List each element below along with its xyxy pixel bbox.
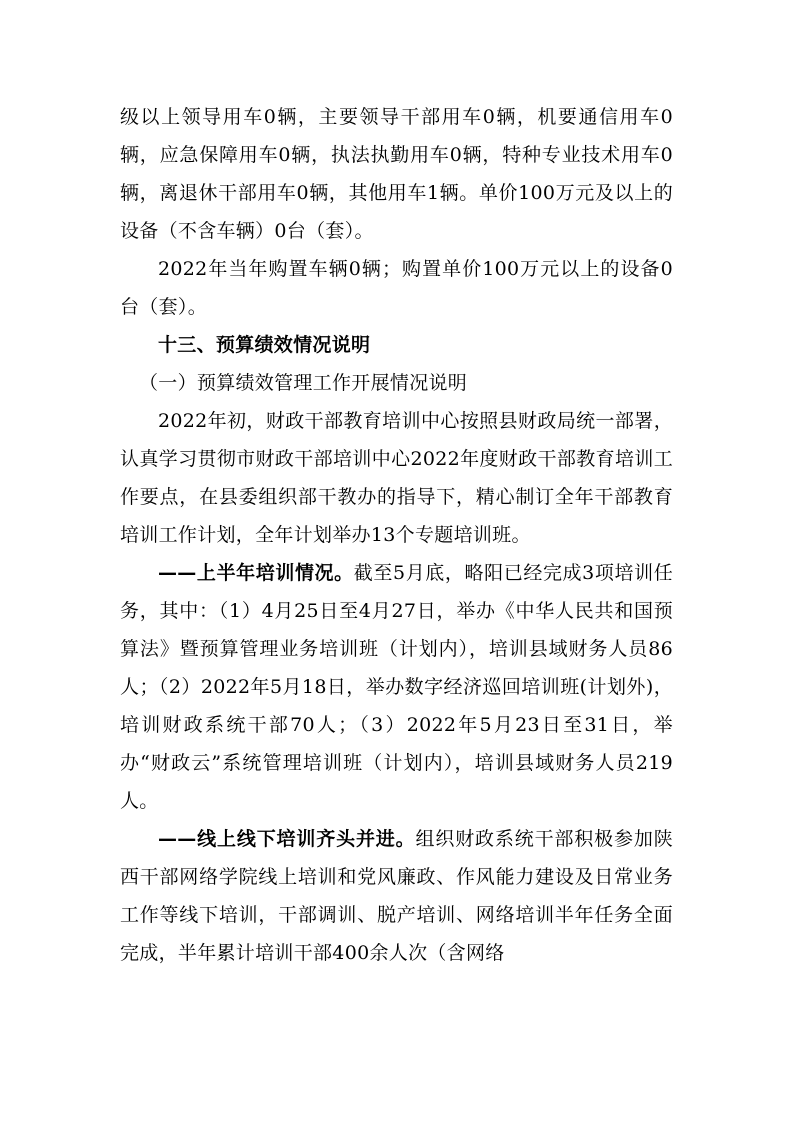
section-heading: 十三、预算绩效情况说明 bbox=[158, 334, 371, 356]
paragraph-body-first-half: 截至5月底，略阳已经完成3项培训任务，其中：（1）4月25日至4月27日，举办《中华人民共和国预算法》暨预算管理业务培训班（计划内），培训县域财务人员86人；（2）2022年5月18日，举办数字经济巡回培训班(计划外)，培训财政系统干部70人；（3）2022年5月23日至31日，举办“财政云”系统管理培训班（计划内），培训县域财务人员219人。 bbox=[120, 562, 673, 812]
paragraph-vehicles: 级以上领导用车0辆，主要领导干部用车0辆，机要通信用车0辆，应急保障用车0辆，执法执勤用车0辆，特种专业技术用车0辆，离退休干部用车0辆，其他用车1辆。单价100万元及以上的设备（不含车辆）0台（套）。 bbox=[120, 106, 673, 242]
paragraph-online-offline bbox=[120, 820, 673, 972]
paragraph-training-plan: 2022年初，财政干部教育培训中心按照县财政局统一部署，认真学习贯彻市财政干部培训中心2022年度财政干部教育培训工作要点，在县委组织部干教办的指导下，精心制订全年干部教育培训工作计划，全年计划举办13个专题培训班。 bbox=[120, 410, 673, 546]
paragraph-2022-purchases: 2022年当年购置车辆0辆；购置单价100万元以上的设备0台（套）。 bbox=[120, 258, 673, 318]
document-page bbox=[120, 98, 673, 972]
subsection-heading: （一）预算绩效管理工作开展情况说明 bbox=[139, 372, 468, 394]
paragraph-lead-first-half: ——上半年培训情况。 bbox=[158, 562, 354, 584]
paragraph-first-half-training bbox=[120, 554, 673, 820]
paragraph-body-online-offline: 组织财政系统干部积极参加陕西干部网络学院线上培训和党风廉政、作风能力建设及日常业务工作等线下培训，干部调训、脱产培训、网络培训半年任务全面完成，半年累计培训干部400余人次（含网络 bbox=[120, 828, 673, 964]
paragraph-lead-online-offline: ——线上线下培训齐头并进。 bbox=[158, 828, 416, 850]
